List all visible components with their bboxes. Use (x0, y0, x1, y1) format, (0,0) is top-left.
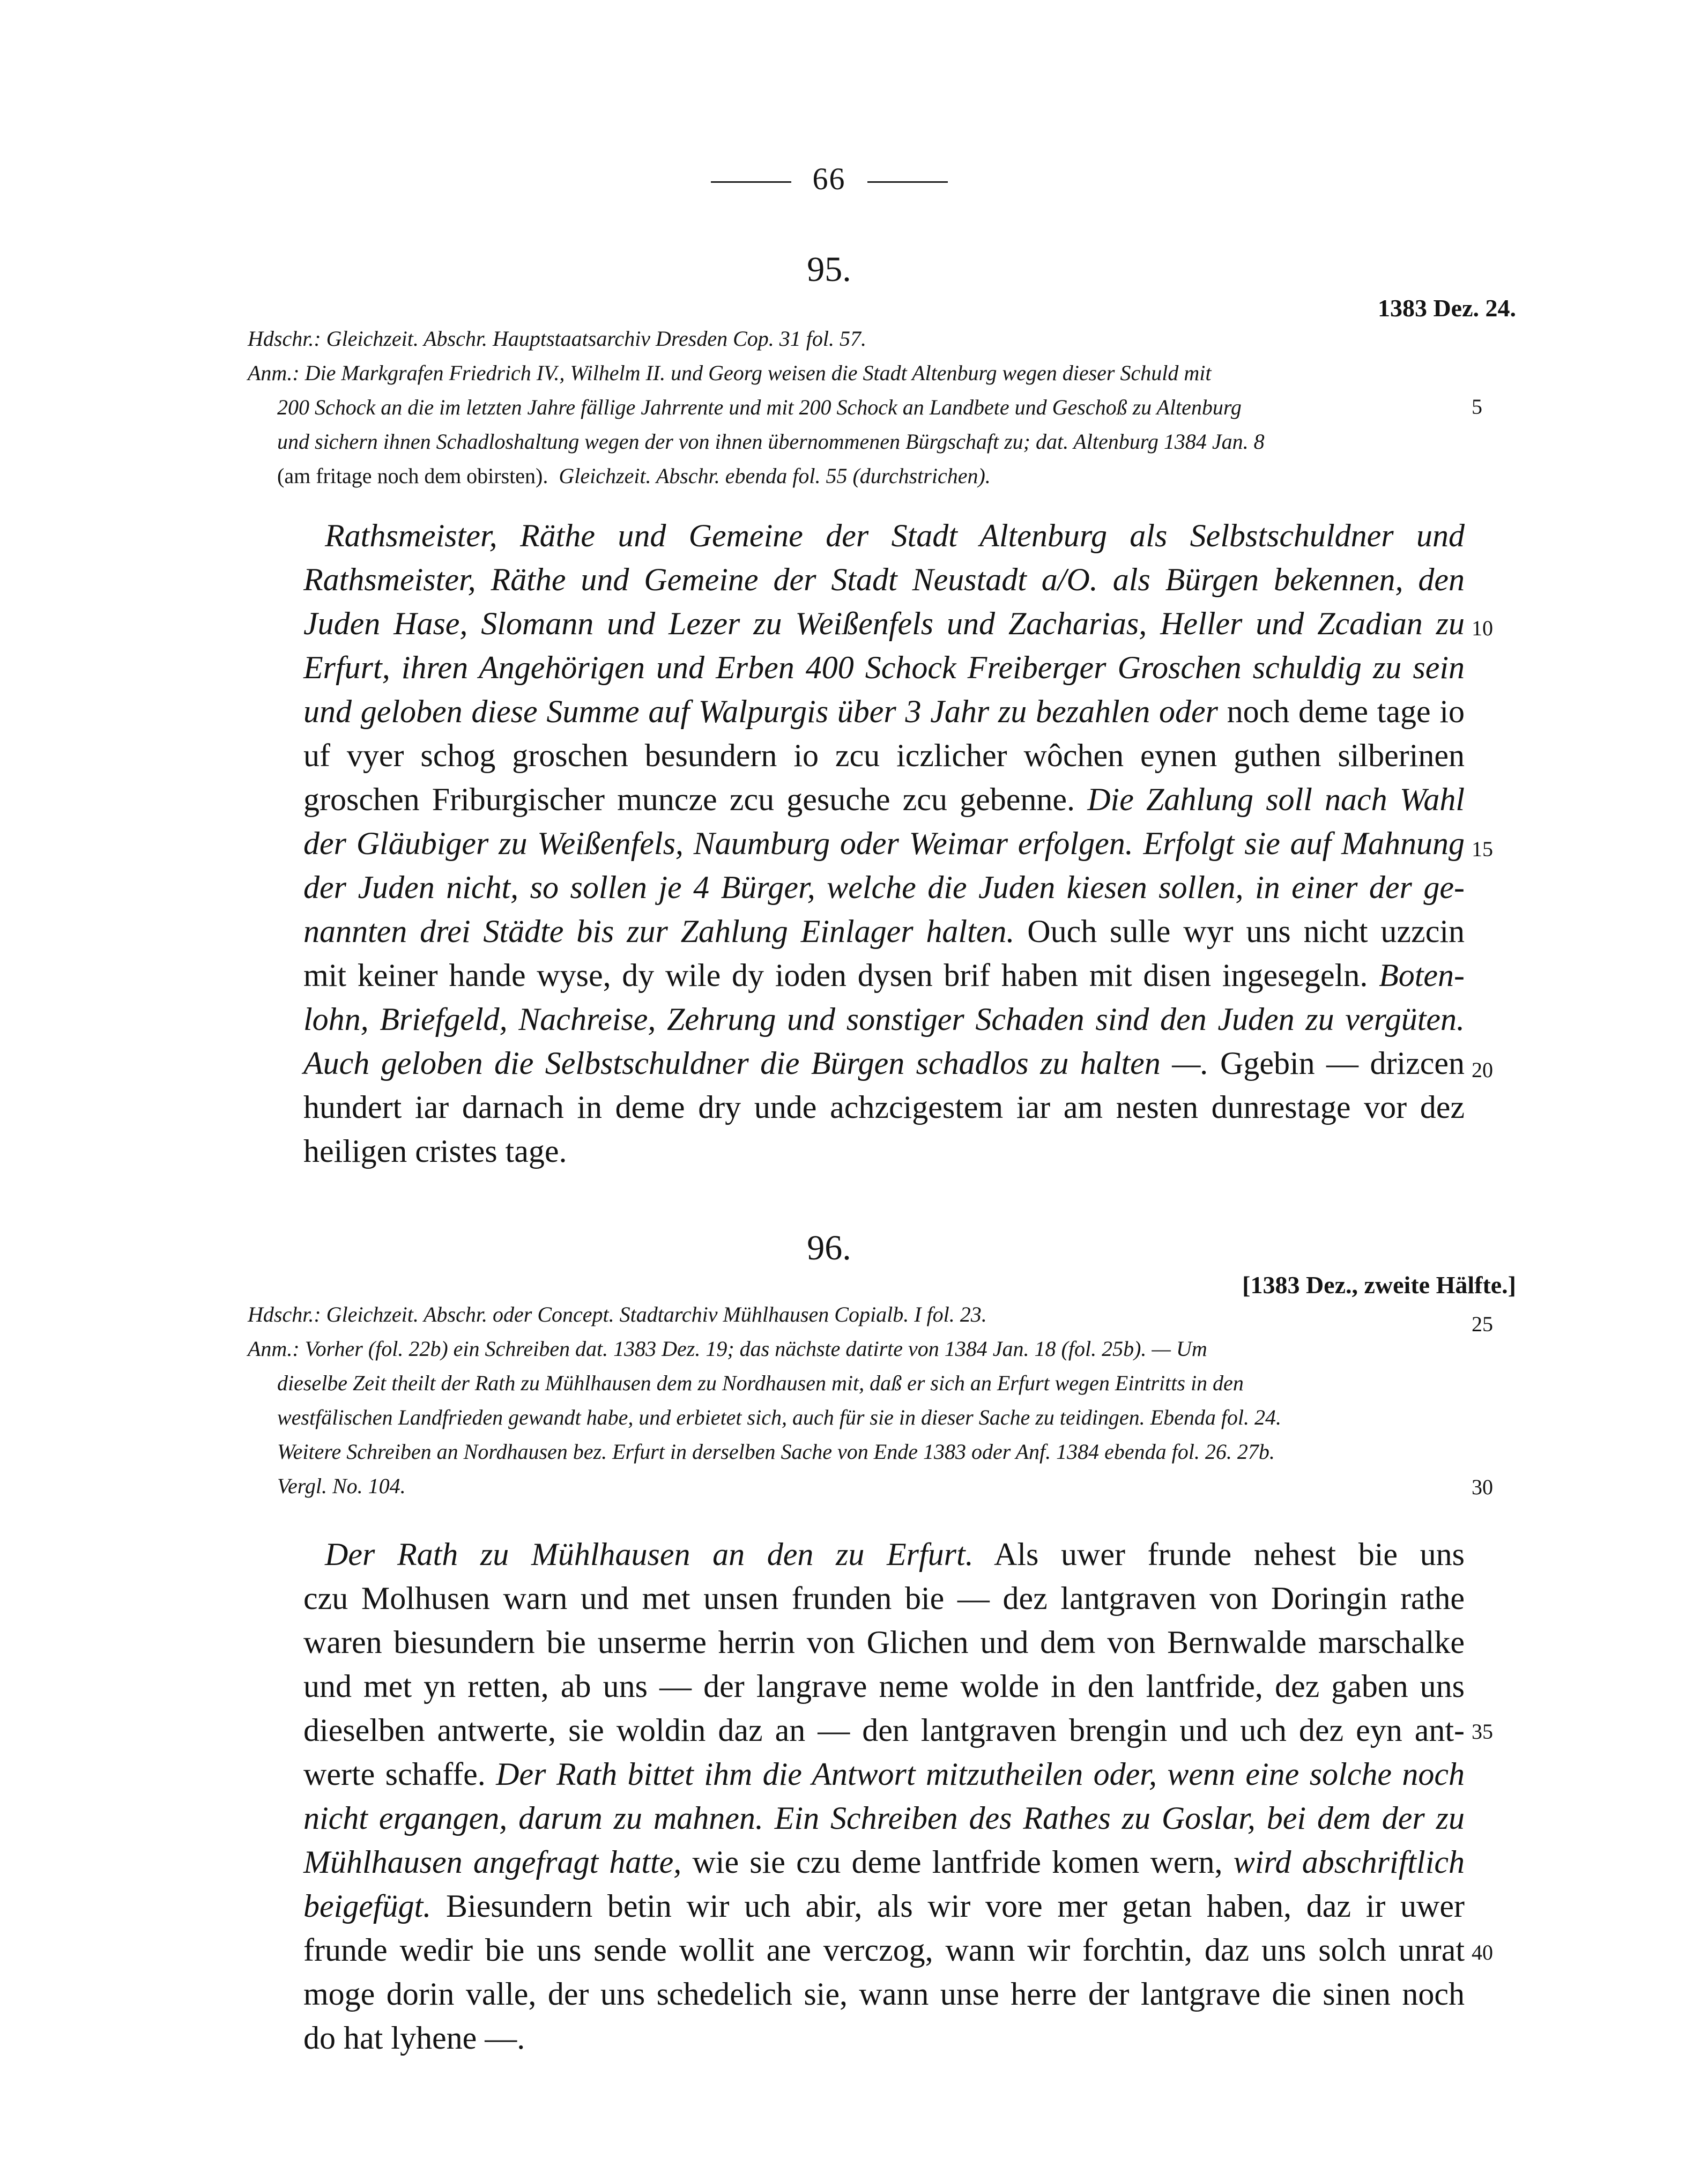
body-line (303, 953, 1465, 997)
note-line: Hdschr.: Gleichzeit. Abschr. oder Concept. Stadtarchiv Mühlhausen Copialb. I fol. 23. (248, 1302, 987, 1326)
body-line (303, 1884, 1465, 1928)
note-line: 200 Schock an die im letzten Jahre fällige Jahrrente und mit 200 Schock an Landbete und Geschoß zu Altenburg (277, 395, 1242, 419)
body-line (303, 821, 1465, 865)
body-line (303, 909, 1465, 953)
body-line (303, 733, 1465, 777)
roman-run: groschen Friburgischer muncze zcu gesuche zcu gebenne. (303, 782, 1088, 817)
roman-run: Ouch sulle wyr uns nicht uzzcin (1014, 914, 1465, 949)
page-number (0, 161, 1658, 197)
note-line: Anm.: Die Markgrafen Friedrich IV., Wilhelm II. und Georg weisen die Stadt Altenburg wegen dieser Schuld mit (248, 361, 1212, 385)
italic-run: nannten drei Städte bis zur Zahlung Einlager halten. (303, 914, 1015, 949)
italic-run: nicht ergangen, darum zu mahnen. Ein Schreiben des Rathes zu Goslar, bei dem der zu (303, 1800, 1465, 1836)
italic-run: der Gläubiger zu Weißenfels, Naumburg oder Weimar erfolgen. Erfolgt sie auf Mahnung (303, 826, 1465, 861)
italic-run: Der Rath zu Mühlhausen an den zu Erfurt. (325, 1537, 974, 1572)
note-line: Anm.: Vorher (fol. 22b) ein Schreiben dat. 1383 Dez. 19; das nächste datirte von 1384 Jan. 18 (fol. 25b). — Um (248, 1337, 1207, 1361)
roman-run: do hat lyhene —. (303, 2020, 525, 2056)
roman-run: Biesundern betin wir uch abir, als wir vore mer getan haben, daz ir uwer (431, 1888, 1465, 1924)
note-text-roman: (am fritage noch dem obirsten). (277, 464, 548, 488)
note-line: und sichern ihnen Schadloshaltung wegen der von ihnen übernommenen Bürgschaft zu; dat. Altenburg 1384 Jan. 8 (277, 429, 1265, 454)
roman-run: hundert iar darnach in deme dry unde achzcigestem iar am nesten dunrestage vor dez (303, 1089, 1465, 1125)
document-date-96: [1383 Dez., zweite Hälfte.] (1242, 1271, 1516, 1299)
document-number-95: 95. (807, 250, 851, 289)
body-line (303, 1129, 1465, 1173)
notes-95 (248, 322, 1465, 493)
note-line: westfälischen Landfrieden gewandt habe, und erbietet sich, auch für sie in dieser Sache zu teidingen. Ebenda fol. 24. (277, 1405, 1282, 1429)
italic-run: Der Rath bittet ihm die Antwort mitzutheilen oder, wenn eine solche noch (496, 1756, 1465, 1792)
body-text-95 (303, 514, 1465, 1173)
page-number-text: 66 (812, 161, 846, 196)
note-text-italic: Gleichzeit. Abschr. ebenda fol. 55 (durchstrichen). (559, 464, 991, 488)
body-line (303, 646, 1465, 689)
body-line (303, 1708, 1465, 1752)
body-line (303, 1620, 1465, 1664)
body-line (303, 1928, 1465, 1972)
roman-run: und met yn retten, ab uns — der langrave neme wolde in den lantfride, dez gaben uns (303, 1669, 1465, 1704)
body-line (303, 1532, 1465, 1576)
roman-run: czu Molhusen warn und met unsen frunden bie — dez lantgraven von Doringin rathe (303, 1581, 1465, 1616)
italic-run: Rathsmeister, Räthe und Gemeine der Stadt Altenburg als Selbstschuldner und (325, 518, 1465, 553)
body-line (303, 1085, 1465, 1129)
body-line (303, 689, 1465, 733)
roman-run: noch deme tage io (1217, 694, 1465, 729)
italic-run: wird abschriftlich (1233, 1844, 1465, 1880)
body-line (303, 1576, 1465, 1620)
body-line (303, 1972, 1465, 2016)
body-text-96 (303, 1532, 1465, 2060)
italic-run: Die Zahlung soll nach Wahl (1087, 782, 1465, 817)
italic-run: Boten- (1379, 958, 1465, 993)
line-number: 10 (1472, 616, 1493, 640)
roman-run: mit keiner hande wyse, dy wile dy ioden dysen brif haben mit disen ingesegeln. (303, 958, 1379, 993)
line-number: 15 (1472, 837, 1493, 861)
note-line: dieselbe Zeit theilt der Rath zu Mühlhausen dem zu Nordhausen mit, daß er sich an Erfurt wegen Eintritts in den (277, 1371, 1244, 1395)
line-number: 25 (1472, 1312, 1493, 1336)
note-line: Hdschr.: Gleichzeit. Abschr. Hauptstaatsarchiv Dresden Cop. 31 fol. 57. (248, 327, 867, 351)
roman-run: moge dorin valle, der uns schedelich sie, wann unse herre der lantgrave die sinen noch (303, 1976, 1465, 2012)
document-date-95: 1383 Dez. 24. (1377, 294, 1516, 322)
note-line: Vergl. No. 104. (277, 1474, 406, 1498)
roman-run: dieselben antwerte, sie woldin daz an — den lantgraven brengin und uch dez eyn ant- (303, 1712, 1465, 1748)
italic-run: Juden Hase, Slomann und Lezer zu Weißenfels und Zacharias, Heller und Zcadian zu (303, 606, 1465, 641)
italic-run: Rathsmeister, Räthe und Gemeine der Stadt Neustadt a/O. als Bürgen bekennen, den (303, 562, 1465, 597)
roman-run: heiligen cristes tage. (303, 1133, 567, 1169)
italic-run: und geloben diese Summe auf Walpurgis über 3 Jahr zu bezahlen oder (303, 694, 1218, 729)
body-line (303, 777, 1465, 821)
roman-run: Als uwer frunde nehest bie uns (973, 1537, 1465, 1572)
line-number: 30 (1472, 1475, 1493, 1499)
body-line (303, 2016, 1465, 2060)
notes-96 (248, 1297, 1465, 1503)
body-line (303, 865, 1465, 909)
body-line (303, 558, 1465, 602)
note-line (248, 459, 1465, 493)
body-line (303, 602, 1465, 646)
roman-run: frunde wedir bie uns sende wollit ane verczog, wann wir forchtin, daz uns solch unrat (303, 1932, 1465, 1968)
body-line (303, 1796, 1465, 1840)
italic-run: Mühlhausen angefragt hatte, (303, 1844, 682, 1880)
body-line (303, 1752, 1465, 1796)
line-number: 40 (1472, 1940, 1493, 1964)
italic-run: lohn, Briefgeld, Nachreise, Zehrung und sonstiger Schaden sind den Juden zu vergüten. (303, 1002, 1465, 1037)
body-line (303, 997, 1465, 1041)
roman-run: waren biesundern bie unserme herrin von Glichen und dem von Bernwalde marschalke (303, 1625, 1465, 1660)
italic-run: Auch geloben die Selbstschuldner die Bürgen schadlos zu halten —. (303, 1045, 1209, 1081)
italic-run: der Juden nicht, so sollen je 4 Bürger, welche die Juden kiesen sollen, in einer der ge- (303, 870, 1465, 905)
body-line (303, 514, 1465, 558)
page-number-dash-right (867, 181, 948, 183)
body-line (303, 1664, 1465, 1708)
roman-run: werte schaffe. (303, 1756, 496, 1792)
page-number-dash-left (711, 181, 791, 183)
line-number: 35 (1472, 1719, 1493, 1744)
document-number-96: 96. (807, 1228, 851, 1267)
italic-run: beigefügt. (303, 1888, 432, 1924)
body-line (303, 1041, 1465, 1085)
body-line (303, 1840, 1465, 1884)
line-number: 5 (1472, 395, 1482, 419)
note-line: Weitere Schreiben an Nordhausen bez. Erfurt in derselben Sache von Ende 1383 oder Anf. 1384 ebenda fol. 26. 27b. (277, 1440, 1275, 1464)
line-number: 20 (1472, 1058, 1493, 1082)
roman-run: Ggebin — drizcen (1208, 1045, 1465, 1081)
roman-run: uf vyer schog groschen besundern io zcu iczlicher wôchen eynen guthen silberinen (303, 738, 1465, 773)
italic-run: Erfurt, ihren Angehörigen und Erben 400 Schock Freiberger Groschen schuldig zu sein (303, 650, 1465, 685)
roman-run: wie sie czu deme lantfride komen wern, (681, 1844, 1234, 1880)
